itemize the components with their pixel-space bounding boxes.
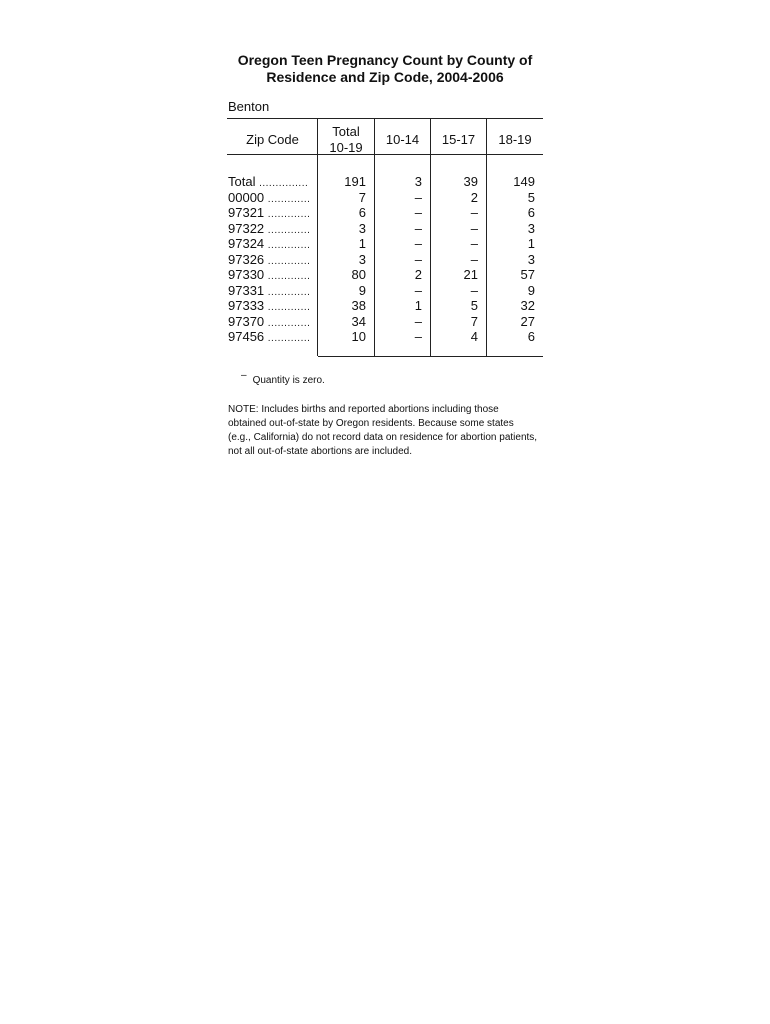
- table-row: [228, 205, 542, 220]
- cell-age-10-14: –: [414, 236, 422, 251]
- header-age-18-19: 18-19: [498, 132, 532, 147]
- zip-code-label: 97331: [228, 282, 265, 298]
- row-label: [228, 174, 308, 191]
- cell-age-10-14: –: [414, 329, 422, 344]
- header-age-10-14: 10-14: [385, 132, 420, 147]
- table-row: [228, 314, 542, 329]
- cell-total: 3: [358, 220, 366, 236]
- cell-age-15-17: 39: [463, 174, 478, 189]
- zip-code-label: 97321: [228, 205, 265, 220]
- county-name: Benton: [228, 99, 270, 114]
- cell-age-18-19: 5: [527, 189, 535, 205]
- header-total-line-2: 10-19: [329, 140, 363, 155]
- table-row: [228, 221, 542, 236]
- cell-age-10-14: 2: [414, 267, 422, 282]
- table-row: [228, 267, 542, 282]
- zip-code-label: 97370: [228, 313, 265, 329]
- leader-dots: .............: [267, 224, 311, 236]
- table-row: [228, 329, 542, 344]
- title-line-1: Oregon Teen Pregnancy Count by County of: [237, 52, 533, 68]
- table-top-rule: [227, 118, 543, 119]
- cell-age-10-14: –: [414, 205, 422, 220]
- leader-dots: .............: [267, 271, 311, 282]
- row-label: [228, 205, 310, 222]
- cell-age-10-14: –: [414, 313, 422, 329]
- leader-dots: .............: [267, 193, 311, 205]
- header-total: [318, 124, 374, 156]
- cell-age-10-14: –: [414, 282, 422, 298]
- cell-age-10-14: 1: [414, 298, 422, 313]
- cell-total: 38: [351, 298, 366, 313]
- cell-total: 6: [358, 205, 366, 220]
- zip-code-label: 97324: [228, 236, 265, 251]
- cell-age-15-17: –: [470, 236, 478, 251]
- zip-code-label: 97456: [228, 329, 265, 344]
- note-line: (e.g., California) do not record data on residence for abortion patients,: [228, 432, 538, 443]
- cell-age-18-19: 27: [520, 313, 535, 329]
- table-header-rule: [227, 154, 543, 155]
- cell-total: 7: [358, 189, 366, 205]
- header-age-15-17: 15-17: [441, 132, 476, 147]
- row-label: [228, 298, 310, 315]
- cell-age-18-19: 6: [527, 205, 535, 220]
- header-total-line-1: Total: [332, 124, 360, 139]
- cell-age-18-19: 149: [513, 174, 535, 189]
- zip-code-label: 97330: [228, 267, 265, 282]
- cell-age-10-14: –: [414, 220, 422, 236]
- leader-dots: ...............: [259, 178, 309, 189]
- row-label: [228, 252, 310, 269]
- leader-dots: .............: [267, 255, 311, 267]
- zip-code-label: 97333: [228, 298, 265, 313]
- cell-age-15-17: 7: [470, 313, 478, 329]
- cell-age-18-19: 6: [527, 329, 535, 344]
- row-label: [228, 190, 310, 207]
- zip-code-label: Total: [228, 174, 256, 189]
- table-row: [228, 298, 542, 313]
- table-row: [228, 174, 542, 189]
- note-line: obtained out-of-state by Oregon residents. Because some states: [228, 418, 514, 429]
- table-row: [228, 236, 542, 251]
- page-title: [224, 52, 546, 86]
- row-label: [228, 221, 310, 238]
- cell-total: 1: [358, 236, 366, 251]
- zip-code-label: 97326: [228, 251, 265, 267]
- row-label: [228, 283, 310, 300]
- footnote: [241, 370, 325, 386]
- footnote-mark: –: [241, 370, 247, 381]
- leader-dots: .............: [267, 317, 311, 329]
- cell-age-10-14: –: [414, 251, 422, 267]
- note-line: NOTE: Includes births and reported abortions including those: [228, 404, 499, 415]
- table-bottom-rule: [318, 356, 543, 357]
- cell-age-18-19: 3: [527, 220, 535, 236]
- cell-age-18-19: 57: [520, 267, 535, 282]
- note-text: [228, 403, 548, 459]
- cell-age-18-19: 9: [527, 282, 535, 298]
- cell-age-18-19: 32: [520, 298, 535, 313]
- footnote-text: Quantity is zero.: [252, 375, 325, 386]
- leader-dots: .............: [267, 302, 311, 313]
- cell-total: 10: [351, 329, 366, 344]
- table-row: [228, 283, 542, 298]
- cell-age-10-14: 3: [414, 174, 422, 189]
- cell-age-15-17: 4: [470, 329, 478, 344]
- row-label: [228, 329, 310, 346]
- cell-age-15-17: 2: [470, 189, 478, 205]
- cell-age-18-19: 1: [527, 236, 535, 251]
- cell-age-10-14: –: [414, 189, 422, 205]
- table-row: [228, 252, 542, 267]
- leader-dots: .............: [267, 333, 311, 344]
- cell-total: 3: [358, 251, 366, 267]
- cell-age-18-19: 3: [527, 251, 535, 267]
- row-label: [228, 267, 310, 284]
- cell-age-15-17: –: [470, 205, 478, 220]
- cell-age-15-17: –: [470, 251, 478, 267]
- cell-total: 34: [351, 313, 366, 329]
- cell-age-15-17: –: [470, 220, 478, 236]
- cell-age-15-17: –: [470, 282, 478, 298]
- leader-dots: .............: [267, 286, 311, 298]
- table-row: [228, 190, 542, 205]
- cell-total: 80: [351, 267, 366, 282]
- cell-total: 9: [358, 282, 366, 298]
- zip-code-label: 97322: [228, 220, 265, 236]
- note-line: not all out-of-state abortions are included.: [228, 446, 412, 457]
- title-line-2: Residence and Zip Code, 2004-2006: [266, 69, 504, 85]
- leader-dots: .............: [267, 240, 311, 251]
- zip-code-label: 00000: [228, 189, 265, 205]
- header-zip-code: Zip Code: [246, 132, 299, 147]
- leader-dots: .............: [267, 209, 311, 220]
- cell-total: 191: [344, 174, 366, 189]
- row-label: [228, 236, 310, 253]
- cell-age-15-17: 21: [463, 267, 478, 282]
- cell-age-15-17: 5: [470, 298, 478, 313]
- row-label: [228, 314, 310, 331]
